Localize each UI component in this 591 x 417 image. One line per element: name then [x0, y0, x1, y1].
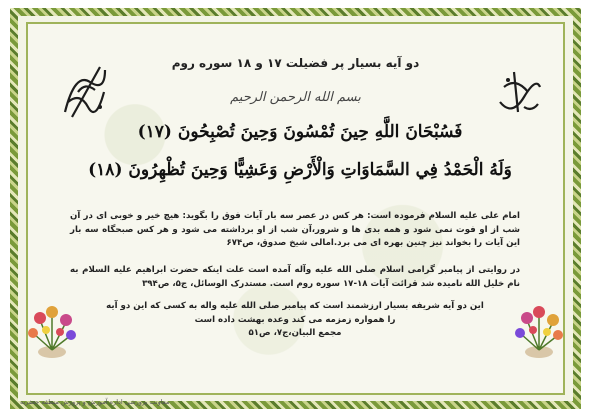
hadith-paradise: [70, 300, 520, 341]
hadith-prophet: در روایتی از پیامبر گرامی اسلام صلی الله علیه وآله آمده است علت اینکه حضرت ابراهیم علیه السلام به نام خلیل الله نامیده شد قرائت آیات ۱۸-۱۷ سوره روم است. مستدرک الوسائل، ج۵، ص۳۹۴: [70, 265, 520, 289]
bismillah-text: بسم الله الرحمن الرحیم: [230, 90, 361, 105]
hadith-paradise-line2: را همواره زمزمه می کند وعده بهشت داده است: [194, 314, 396, 325]
verse-18: وَلَهُ الْحَمْدُ فِي السَّمَاوَاتِ وَالْأَرْضِ وَعَشِيًّا وَحِينَ تُظْهِرُونَ (۱۸): [88, 160, 512, 180]
hadith-imam-ali: امام علی علیه السلام فرموده است: هر کس در عصر سه بار آیات فوق را بگوید: هیچ خیر و خوبی ای در آن شب از او فوت نمی شود و همه بدی ها و شرور،آن شب از او برداشته می شود و هر کس صبحگاه سه بار این آیات را بخواند نیز چنین بهره ای می برد.امالی شیخ صدوق، ص۶۷۴: [70, 211, 520, 248]
hadith-paradise-source: مجمع البیان،ج۷، ص۵۱: [248, 328, 342, 338]
flower-bouquet-right-icon: [507, 300, 571, 360]
page-title: دو آیه بسیار پر فضیلت ۱۷ و ۱۸ سوره روم: [171, 56, 420, 70]
verse-17: فَسُبْحَانَ اللَّهِ حِينَ تُمْسُونَ وَحِينَ تُصْبِحُونَ (۱۷): [137, 122, 463, 142]
footer-credit: معاونت پرورشی اداره آموزش و پرورش منطقه جعفریه: [20, 398, 170, 406]
flower-bouquet-left-icon: [20, 300, 84, 360]
hadith-paradise-line1: این دو آیه شریفه بسیار ارزشمند است که پیامبر صلی الله علیه واله به کسی که این دو آیه: [106, 301, 484, 311]
